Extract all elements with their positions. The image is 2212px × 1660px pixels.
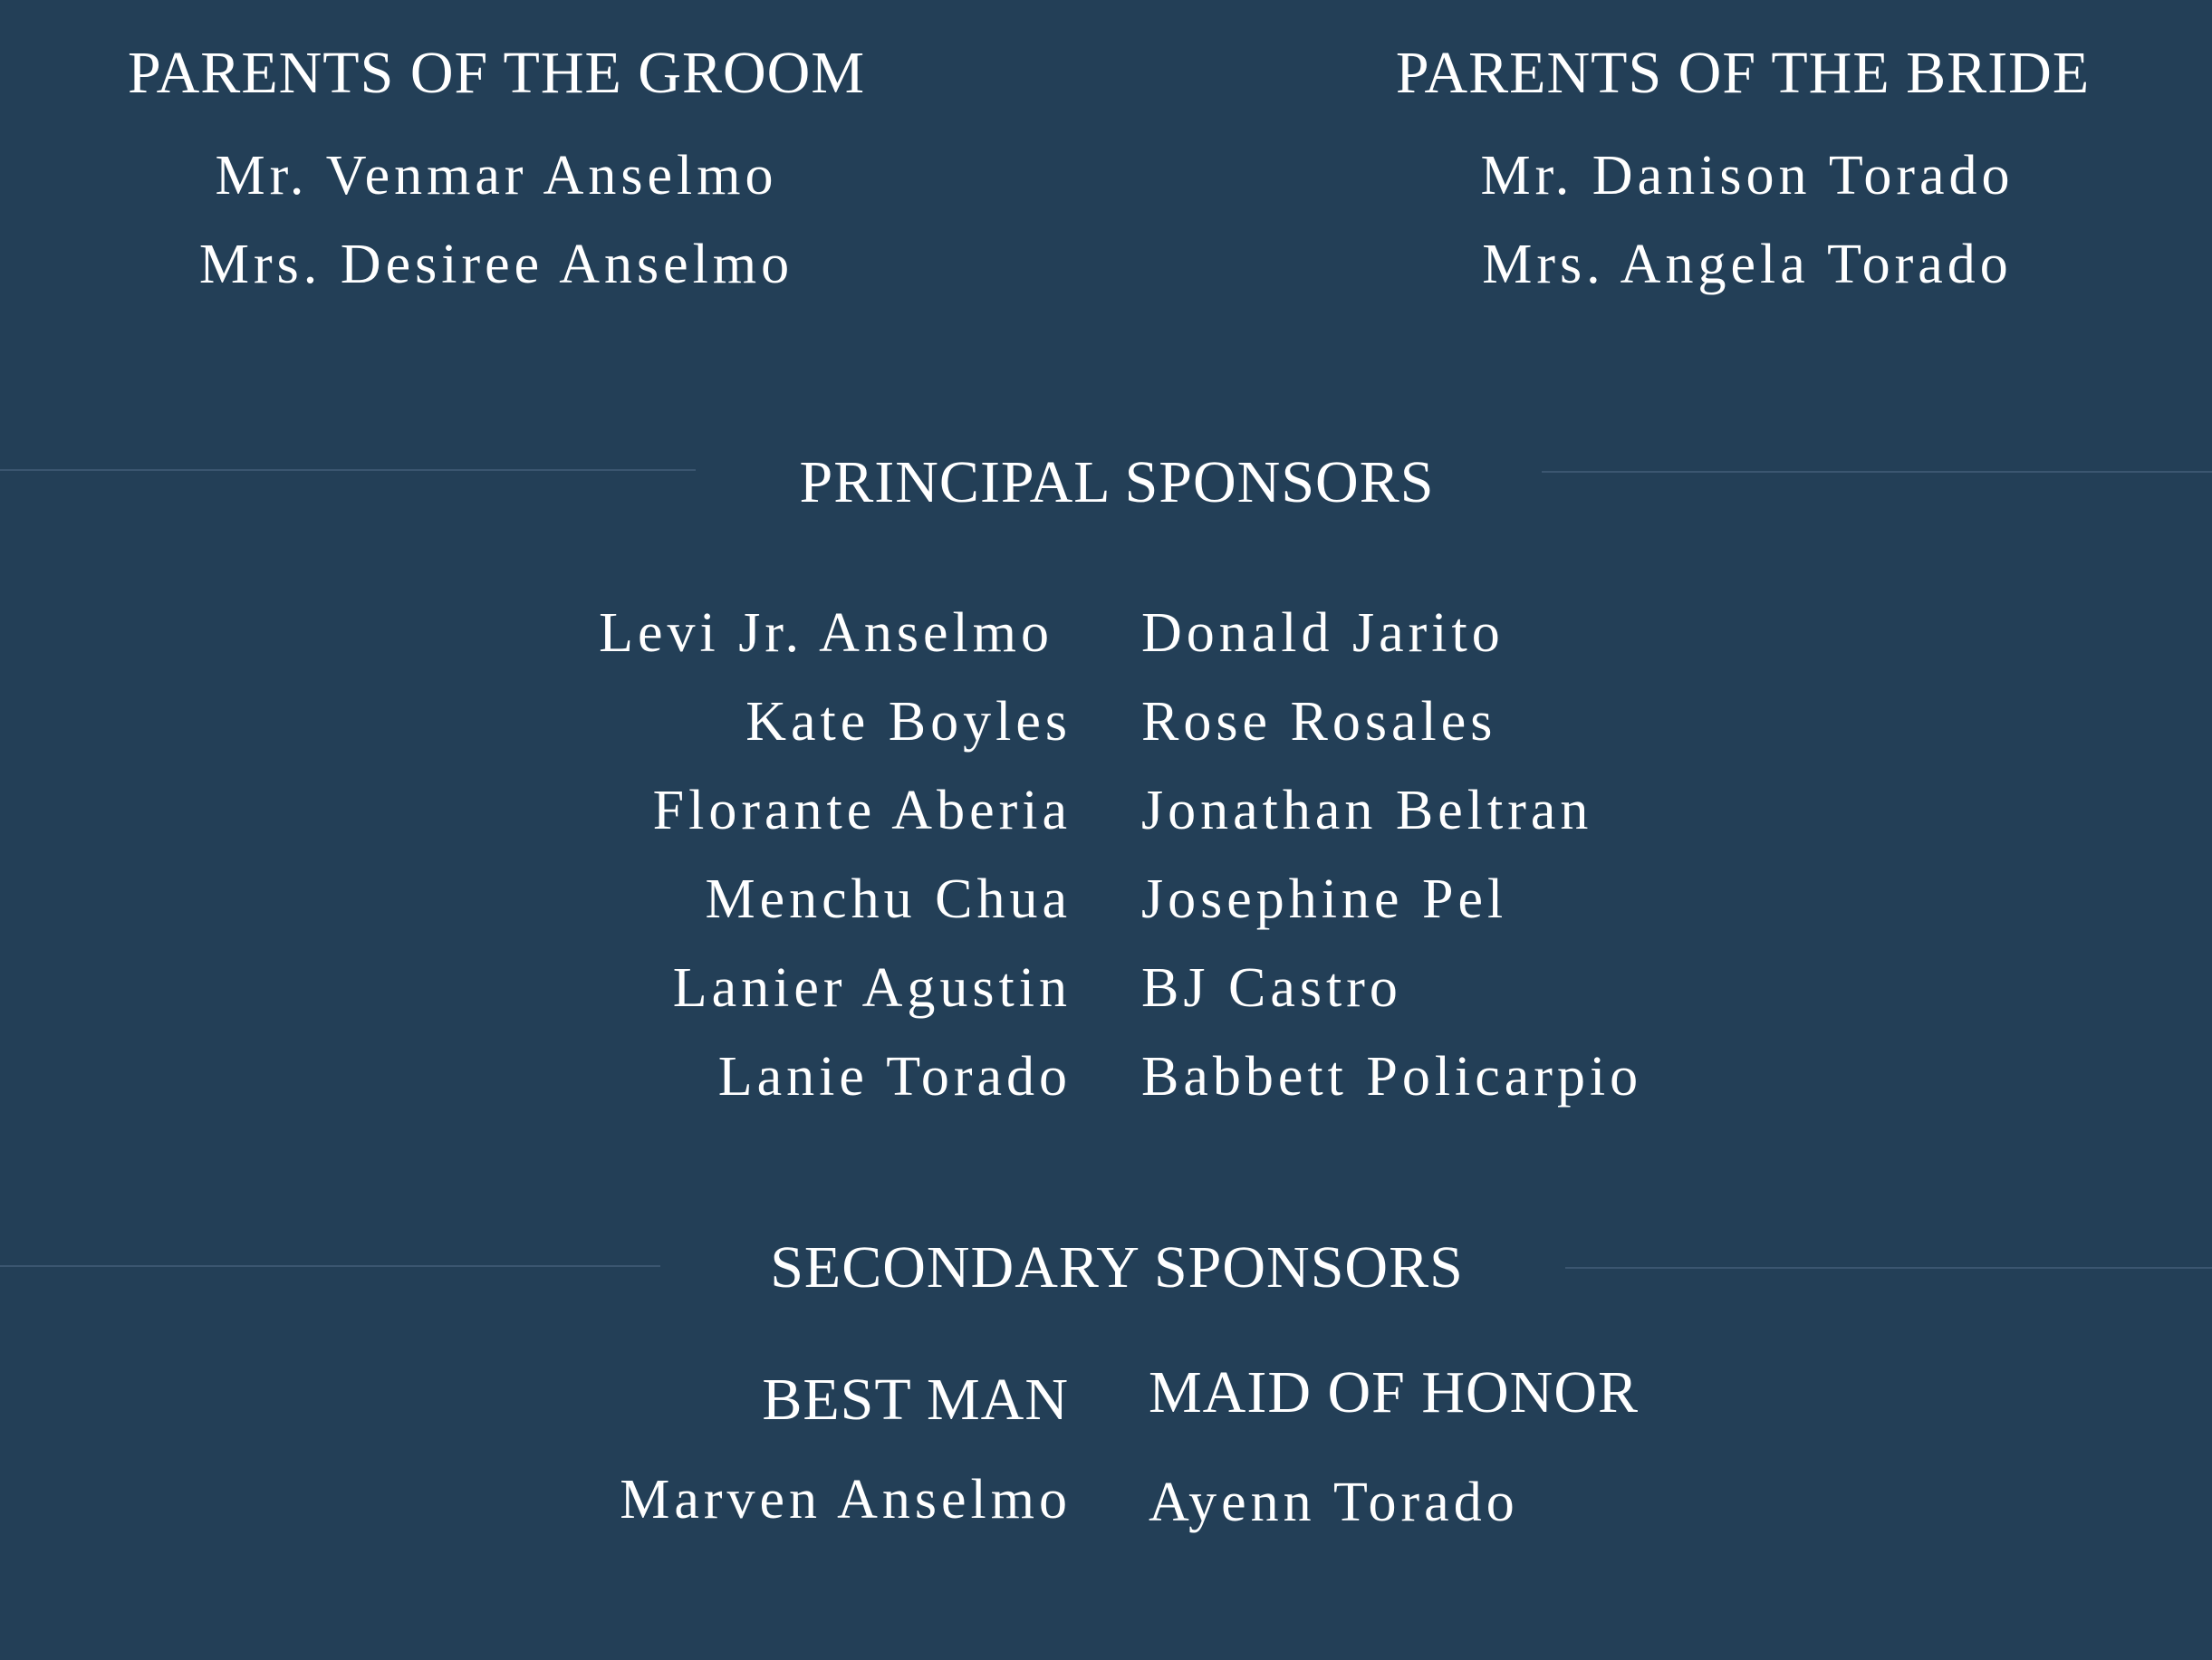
principal-divider-right	[1542, 471, 2212, 473]
principal-sponsor-right-5: BJ Castro	[1141, 957, 1402, 1019]
principal-sponsor-left-3: Florante Aberia	[652, 780, 1072, 841]
principal-sponsors-title: PRINCIPAL SPONSORS	[799, 449, 1435, 515]
groom-parents-title: PARENTS OF THE GROOM	[128, 40, 865, 106]
groom-father-name: Mr. Venmar Anselmo	[215, 145, 778, 206]
maid-of-honor-title: MAID OF HONOR	[1149, 1359, 1640, 1425]
principal-sponsor-right-1: Donald Jarito	[1141, 602, 1505, 664]
principal-sponsor-left-6: Lanie Torado	[717, 1046, 1072, 1108]
maid-of-honor-name: Ayenn Torado	[1149, 1472, 1519, 1533]
principal-sponsor-right-2: Rose Rosales	[1141, 691, 1497, 753]
principal-sponsor-right-4: Josephine Pel	[1141, 868, 1508, 930]
best-man-title: BEST MAN	[762, 1367, 1069, 1433]
principal-divider-left	[0, 469, 696, 471]
best-man-name: Marven Anselmo	[620, 1469, 1072, 1530]
principal-sponsor-left-1: Levi Jr. Anselmo	[599, 602, 1053, 664]
principal-sponsor-right-6: Babbett Policarpio	[1141, 1046, 1643, 1108]
secondary-divider-left	[0, 1265, 660, 1267]
principal-sponsor-left-4: Menchu Chua	[705, 868, 1072, 930]
bride-father-name: Mr. Danison Torado	[1480, 145, 2015, 206]
principal-sponsor-left-5: Lanier Agustin	[672, 957, 1072, 1019]
secondary-divider-right	[1565, 1267, 2212, 1269]
principal-sponsor-left-2: Kate Boyles	[745, 691, 1072, 753]
bride-mother-name: Mrs. Angela Torado	[1482, 234, 2013, 295]
secondary-sponsors-title: SECONDARY SPONSORS	[770, 1234, 1464, 1300]
bride-parents-title: PARENTS OF THE BRIDE	[1395, 40, 2091, 106]
principal-sponsor-right-3: Jonathan Beltran	[1141, 780, 1593, 841]
groom-mother-name: Mrs. Desiree Anselmo	[198, 234, 794, 295]
